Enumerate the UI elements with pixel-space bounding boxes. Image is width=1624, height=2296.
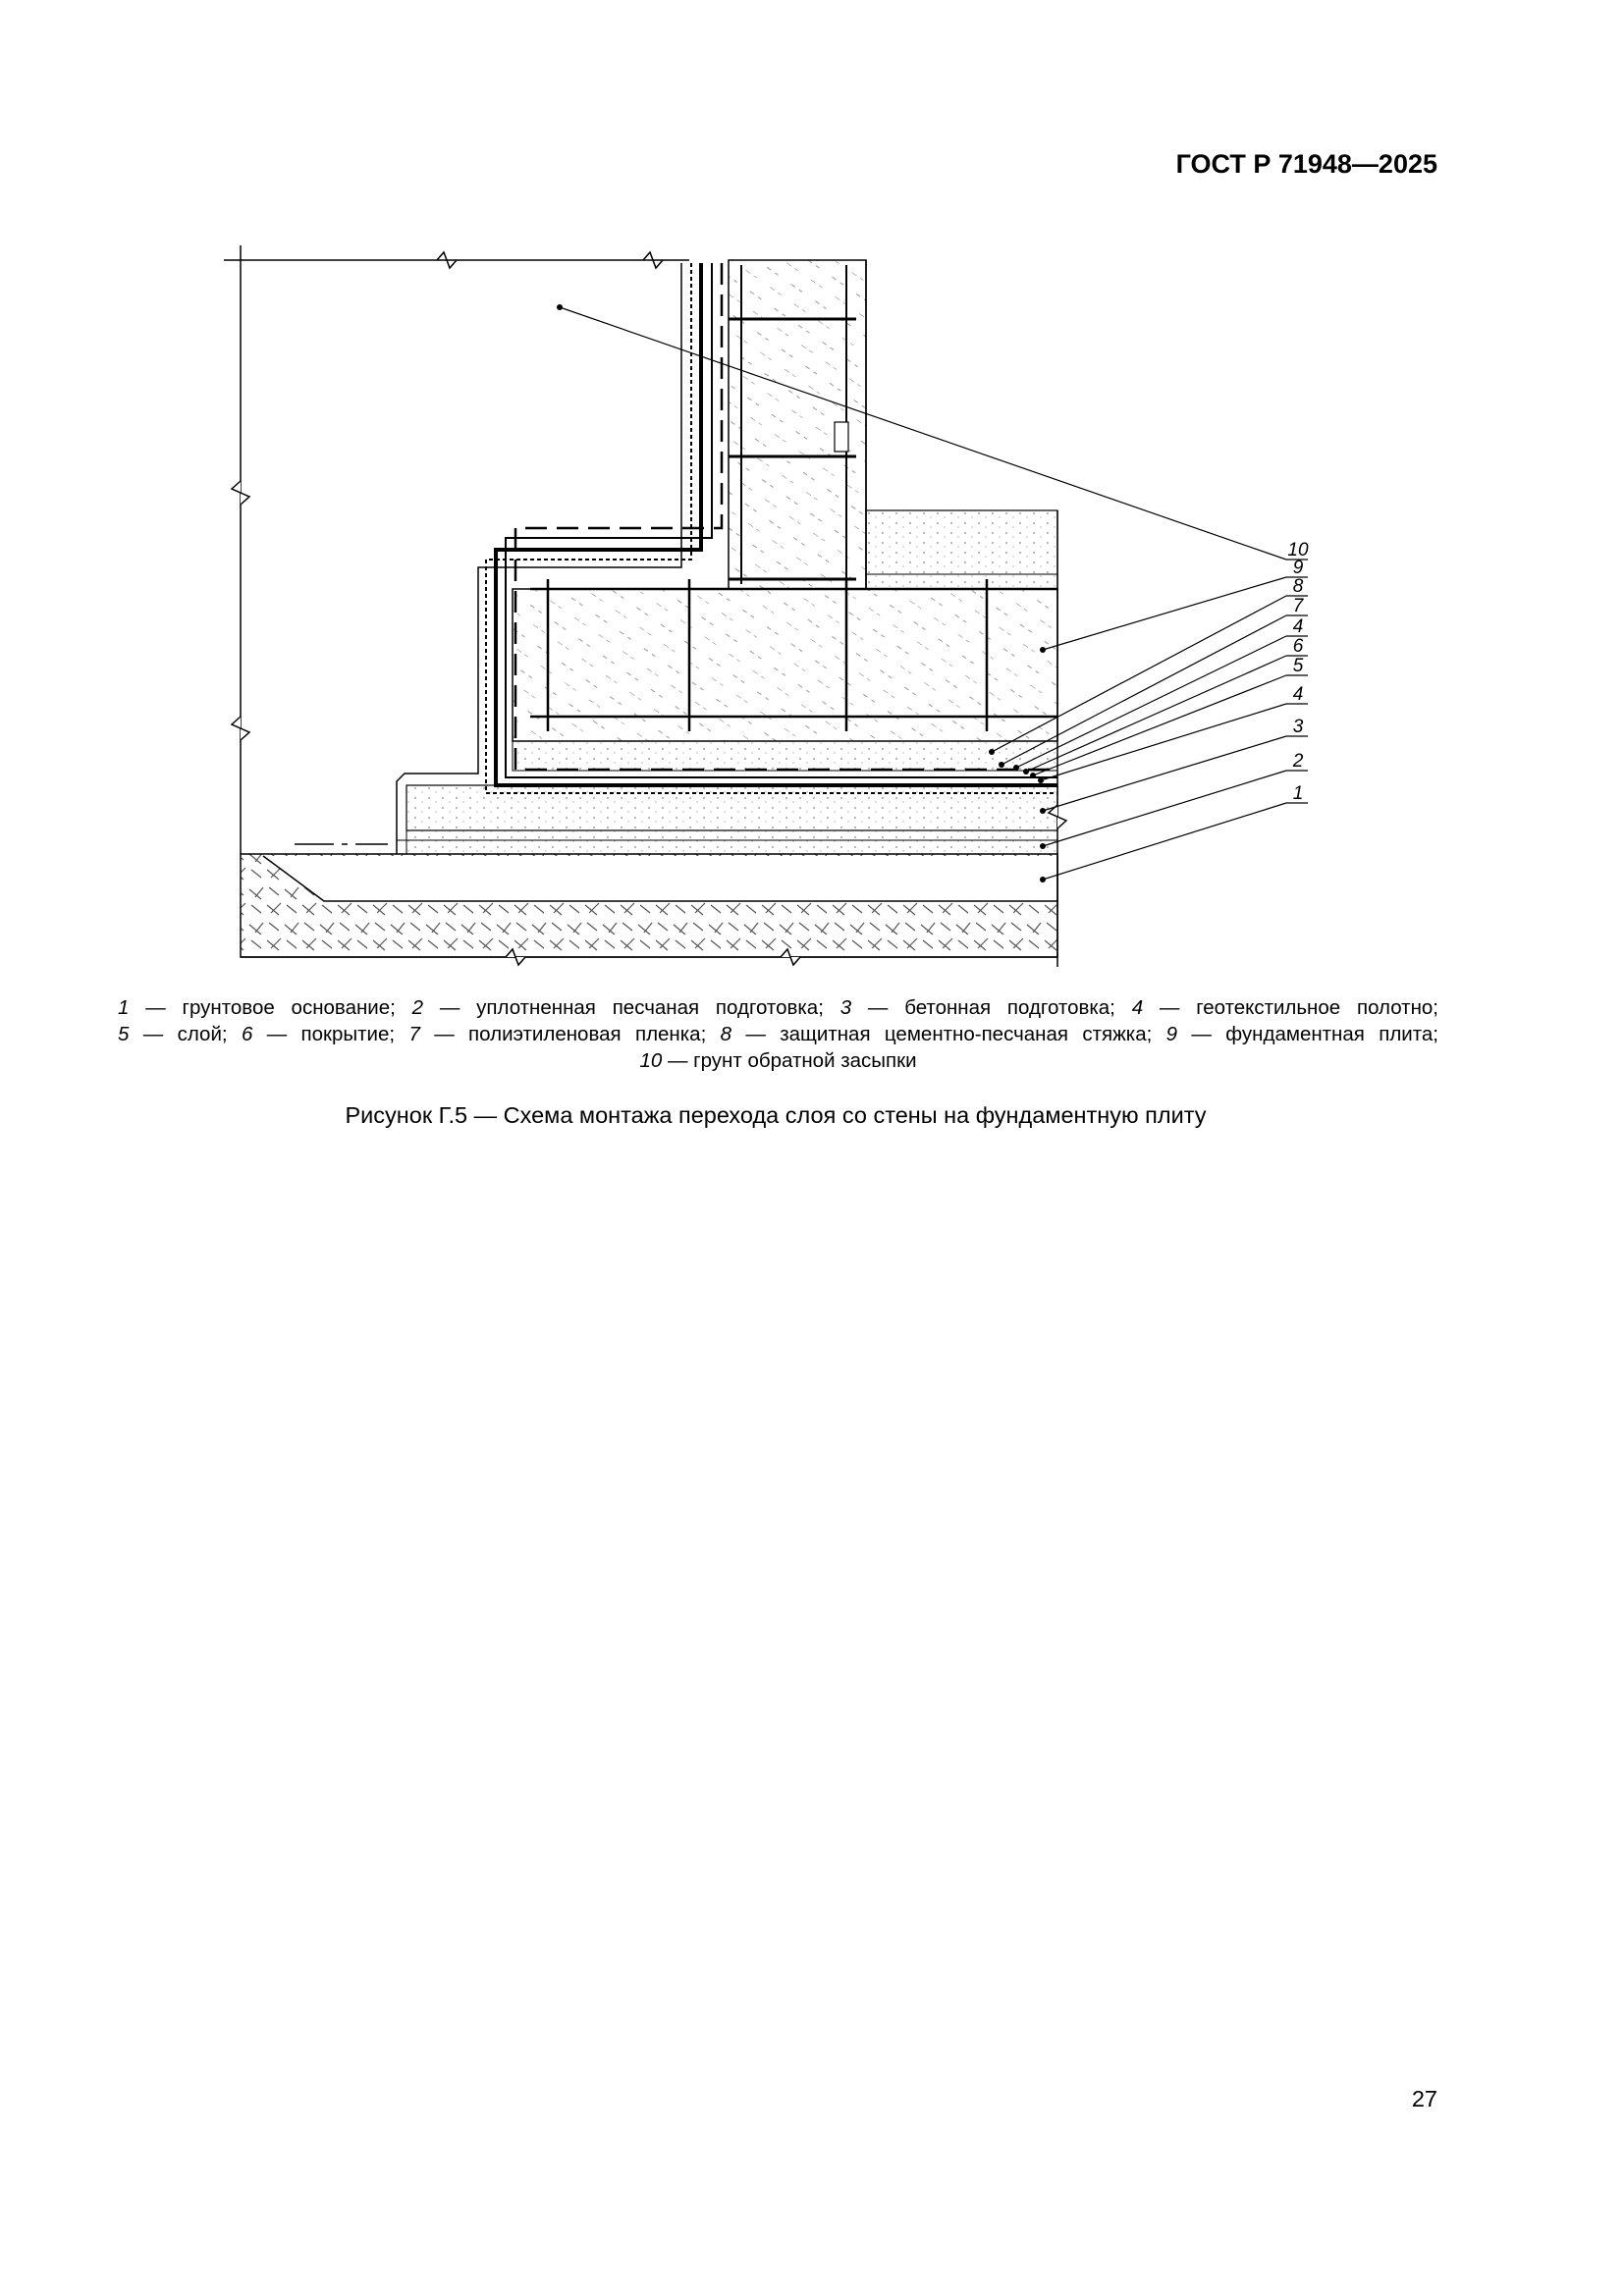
page-number: 27 (1411, 2086, 1437, 2111)
callout-3: 3 (1292, 717, 1304, 737)
legend-row: 5 — слой; 6 — покрытие; 7 — полиэтиленовая пленка; 8 — защитная цементно-песчаная стяжка; 9 — фундаментная плита; (118, 1023, 1438, 1045)
callout-1: 1 (1292, 783, 1304, 804)
figure-caption: Рисунок Г.5 — Схема монтажа перехода слоя со стены на фундаментную плиту (345, 1102, 1207, 1128)
callout-6: 6 (1292, 636, 1304, 657)
callout-10: 10 (1287, 540, 1309, 561)
callout-5: 5 (1292, 656, 1304, 676)
callout-2: 2 (1292, 751, 1304, 772)
foundation-slab (513, 589, 1057, 741)
sand-preparation (406, 830, 1057, 854)
concrete-preparation (406, 785, 1057, 830)
protective-screed (513, 741, 1057, 771)
callout-4b: 4 (1292, 684, 1304, 705)
callout-8: 8 (1292, 576, 1304, 597)
legend-row: 1 — грунтовое основание; 2 — уплотненная песчаная подготовка; 3 — бетонная подготовка; 4 — геотекстильное полотно; (118, 996, 1438, 1019)
callout-4a: 4 (1292, 616, 1304, 637)
callout-7: 7 (1292, 596, 1304, 616)
figure-legend (118, 994, 1438, 1074)
document-header: ГОСТ Р 71948—2025 (1175, 149, 1437, 179)
legend-row: 10 — грунт обратной засыпки (639, 1049, 917, 1072)
callout-9: 9 (1292, 558, 1304, 578)
